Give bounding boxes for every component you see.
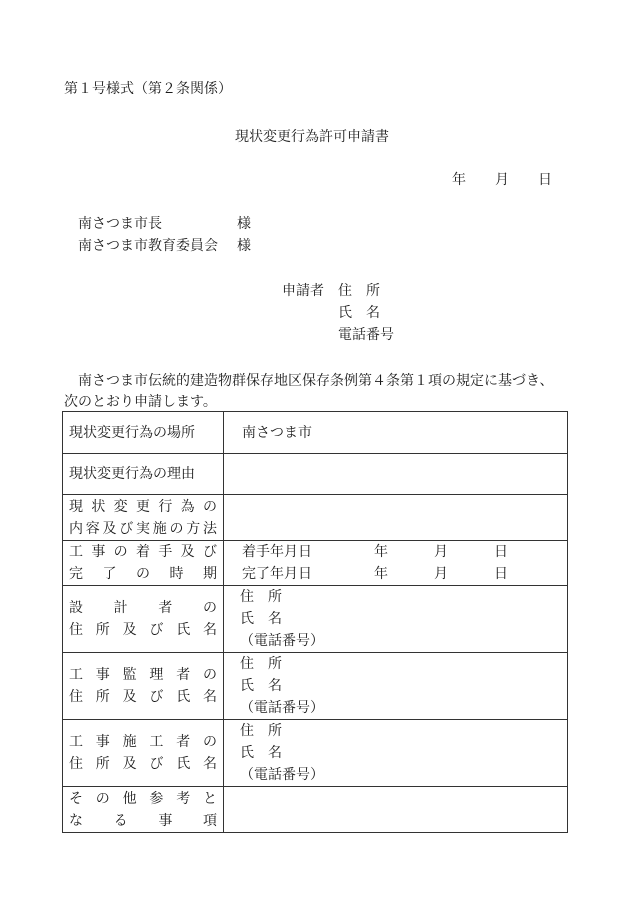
start-date-label: 着手年月日 (242, 544, 312, 560)
end-date-label: 完了年月日 (242, 566, 312, 582)
designer-label-cell (63, 586, 224, 653)
content-label-line1: 現 状 変 更 行 為 の (69, 498, 217, 515)
applicant-phone-label: 電話番号 (338, 327, 394, 343)
contractor-label-cell (63, 720, 224, 787)
content-label-cell (63, 495, 224, 541)
period-label-line1: 工 事 の 着 手 及 び (69, 544, 217, 560)
document-title: 現状変更行為許可申請書 (235, 129, 389, 145)
date-month: 月 (495, 172, 509, 188)
period-value-cell[interactable] (224, 541, 568, 586)
other-label-line1: そ の 他 参 考 と (69, 790, 217, 807)
supervisor-name-label: 氏 名 (240, 678, 282, 694)
content-value-cell[interactable] (224, 495, 568, 541)
date-year: 年 (452, 172, 466, 188)
table-row-place (63, 412, 568, 454)
date-line (452, 171, 552, 189)
supervisor-address-label: 住 所 (240, 656, 282, 672)
start-date-row (242, 541, 567, 563)
applicant-name-label: 氏 名 (338, 305, 380, 321)
supervisor-label-line2: 住 所 及 び 氏 名 (69, 689, 217, 705)
place-value-cell[interactable]: 南さつま市 (224, 412, 568, 454)
reason-label-cell: 現状変更行為の理由 (63, 454, 224, 495)
period-label-line2: 完 了 の 時 期 (69, 566, 217, 582)
end-day: 日 (494, 566, 508, 582)
contractor-label-line2: 住 所 及 び 氏 名 (69, 756, 217, 772)
designer-value-cell[interactable] (224, 586, 568, 653)
supervisor-value-cell[interactable] (224, 653, 568, 720)
start-day: 日 (494, 544, 508, 560)
place-label-cell: 現状変更行為の場所 (63, 412, 224, 454)
applicant-address-label: 住 所 (338, 283, 380, 299)
other-label-line2: な る 事 項 (69, 812, 217, 829)
table-row-content (63, 495, 568, 541)
contractor-address-label: 住 所 (240, 723, 282, 739)
other-value-cell[interactable] (224, 787, 568, 833)
intro-line-1: 南さつま市伝統的建造物群保存地区保存条例第４条第１項の規定に基づき、 (78, 373, 554, 389)
end-year: 年 (374, 566, 388, 582)
supervisor-label-cell (63, 653, 224, 720)
table-row-reason (63, 454, 568, 495)
table-row-designer (63, 586, 568, 653)
table-row-other (63, 787, 568, 833)
form-number: 第１号様式（第２条関係） (64, 81, 232, 97)
contractor-name-label: 氏 名 (240, 745, 282, 761)
addressee-mayor-honorific: 様 (237, 216, 251, 232)
content-label-line2: 内 容 及 び 実 施 の 方 法 (69, 520, 217, 537)
end-month: 月 (434, 566, 448, 582)
start-year: 年 (374, 544, 388, 560)
addressee-board: 南さつま市教育委員会 (78, 238, 218, 254)
designer-label-line2: 住 所 及 び 氏 名 (69, 622, 217, 638)
applicant-label: 申請者 (282, 283, 324, 299)
table-row-period (63, 541, 568, 586)
contractor-value-cell[interactable] (224, 720, 568, 787)
other-label-cell (63, 787, 224, 833)
reason-value-cell[interactable] (224, 454, 568, 495)
designer-address-label: 住 所 (240, 589, 282, 605)
table-row-supervisor (63, 653, 568, 720)
addressee-board-honorific: 様 (237, 238, 251, 254)
intro-line-2: 次のとおり申請します。 (64, 394, 217, 410)
addressee-mayor: 南さつま市長 (78, 216, 162, 232)
application-table (62, 411, 568, 833)
supervisor-label-line1: 工 事 監 理 者 の (69, 667, 217, 683)
start-month: 月 (434, 544, 448, 560)
period-label-cell (63, 541, 224, 586)
end-date-row (242, 563, 567, 585)
table-row-contractor (63, 720, 568, 787)
contractor-phone-label: （電話番号） (240, 767, 324, 783)
designer-phone-label: （電話番号） (240, 633, 324, 649)
date-day: 日 (538, 172, 552, 188)
supervisor-phone-label: （電話番号） (240, 700, 324, 716)
contractor-label-line1: 工 事 施 工 者 の (69, 734, 217, 750)
designer-name-label: 氏 名 (240, 611, 282, 627)
designer-label-line1: 設 計 者 の (69, 600, 217, 616)
